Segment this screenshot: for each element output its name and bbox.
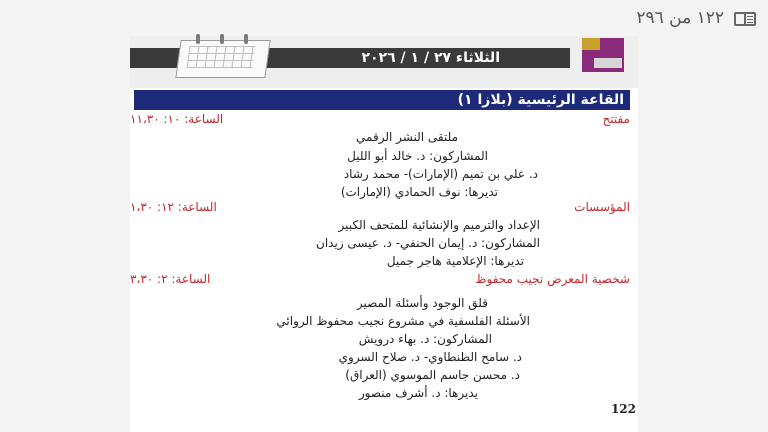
book-fair-logo <box>582 38 624 72</box>
session-header <box>130 112 630 126</box>
session-line: د. سامح الطنطاوي- د. صلاح السروي <box>338 350 522 364</box>
session-line: قلق الوجود وأسئلة المصير <box>356 296 488 310</box>
session-line: د. محسن جاسم الموسوي (العراق) <box>345 368 520 382</box>
reader-mode-icon[interactable] <box>734 12 756 26</box>
session-line: المشاركون: د. إيمان الحنفي- د. عيسى زيدان <box>316 236 540 250</box>
session-time: الساعة: ١٠: ١١،٣٠ <box>130 112 224 126</box>
session-title: شخصية المعرض نجيب محفوظ <box>475 272 630 286</box>
hall-title: القاعة الرئيسية (بلازا ١) <box>457 92 624 108</box>
session-time: الساعة: ٢: ٣،٣٠ <box>130 272 211 286</box>
page-counter: ١٢٢ من ٢٩٦ <box>636 8 724 28</box>
hall-title-bar <box>134 90 630 110</box>
session-line: ملتقى النشر الرقمي <box>356 130 458 144</box>
session-line: تديرها: الإعلامية هاجر جميل <box>386 254 524 268</box>
session-line: الأسئلة الفلسفية في مشروع نجيب محفوظ الروائي <box>276 314 530 328</box>
session-line: المشاركون: د. خالد أبو الليل <box>347 149 488 163</box>
page-number: 122 <box>610 402 636 416</box>
session-time: الساعة: ١٢: ١،٣٠ <box>130 200 217 214</box>
page-header <box>130 36 638 88</box>
session-title: مفتتح <box>602 112 630 126</box>
document-page <box>130 36 638 432</box>
session-line: د. علي بن تميم (الإمارات)- محمد رشاد <box>343 167 538 181</box>
session-line: الإعداد والترميم والإنشائية للمتحف الكبير <box>338 218 540 232</box>
calendar-icon <box>174 30 272 74</box>
session-header <box>130 272 630 286</box>
session-line: يديرها: د. أشرف منصور <box>358 386 478 400</box>
session-header <box>130 200 630 214</box>
session-title: المؤسسات <box>574 200 630 214</box>
left-margin <box>0 0 130 432</box>
right-margin <box>638 0 768 432</box>
date-text: الثلاثاء ٢٧ / ١ / ٢٠٢٦ <box>361 50 500 66</box>
session-line: المشاركون: د. بهاء درويش <box>358 332 492 346</box>
session-line: تديرها: نوف الحمادي (الإمارات) <box>340 185 498 199</box>
